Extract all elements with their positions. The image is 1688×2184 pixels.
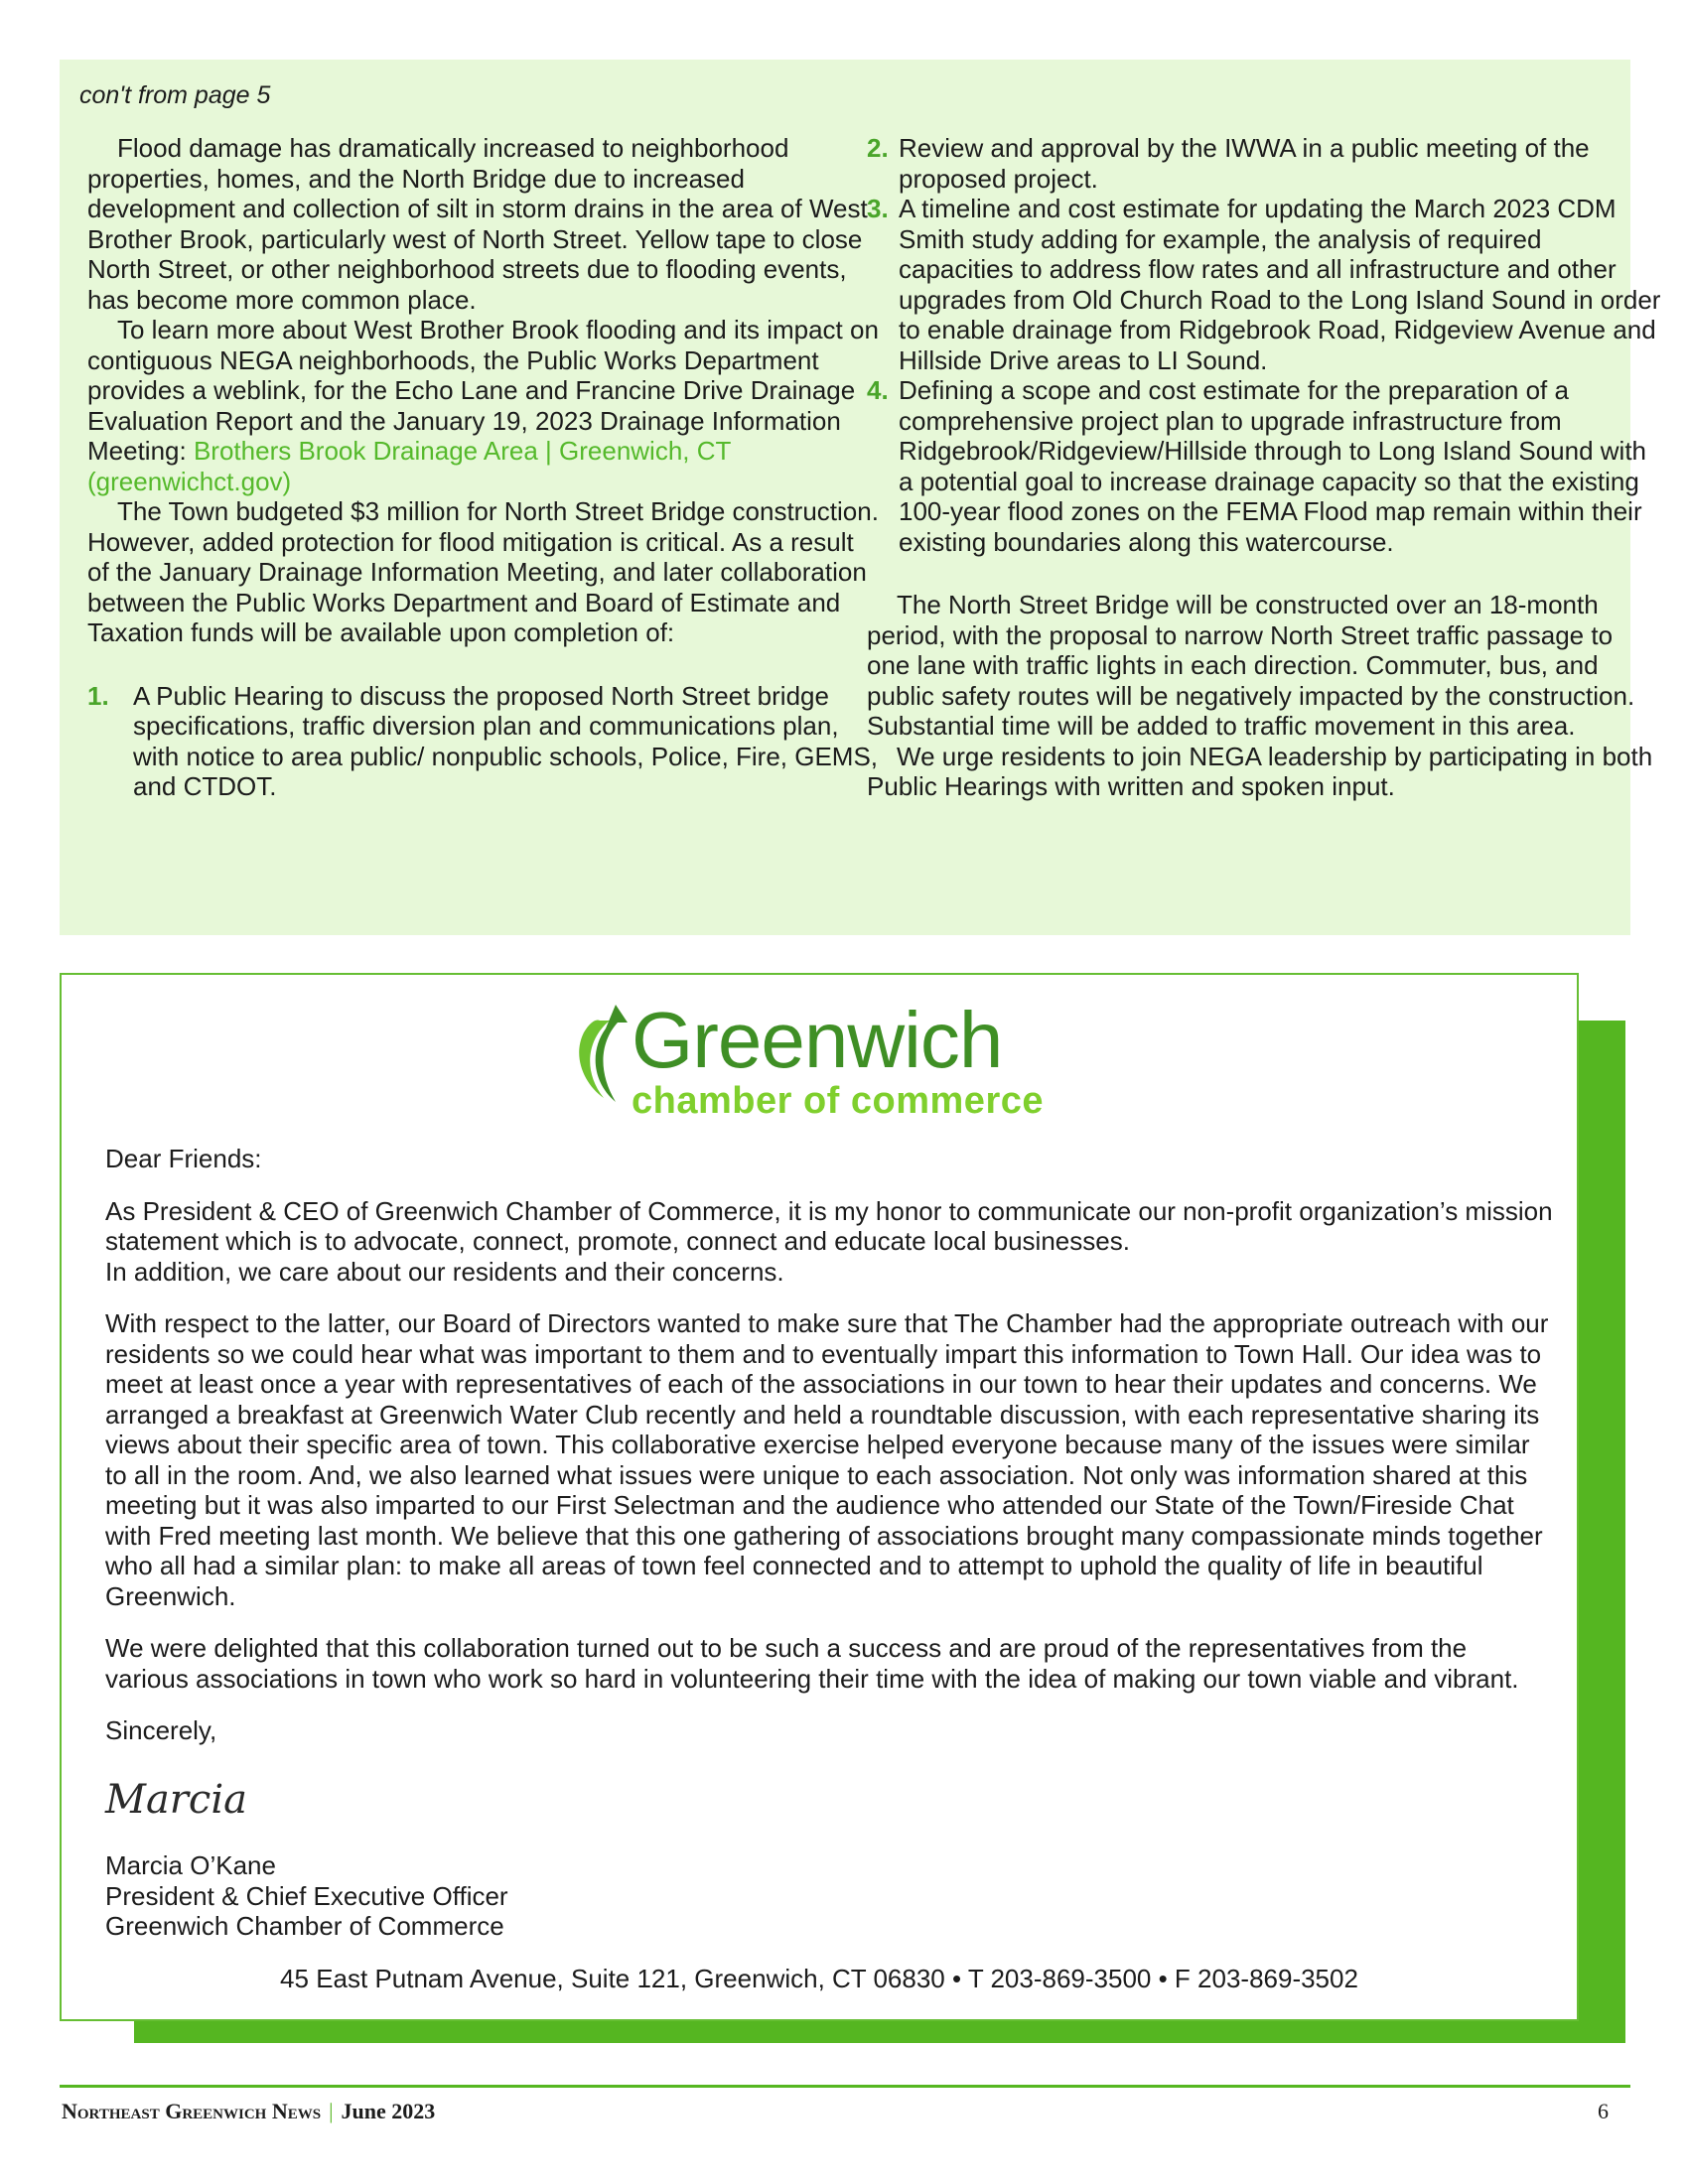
logo-subtitle: chamber of commerce bbox=[632, 1080, 1044, 1122]
list-number: 1. bbox=[87, 680, 109, 711]
action-list bbox=[87, 681, 882, 802]
article-paragraph: Flood damage has dramatically increased to neighborhood properties, homes, and the North Bridge due to increased development and collection of silt in storm drains in the area of West Brother Brook, particularly west of North Street. Yellow tape to close North Street, or other neighborhood streets due to flooding events, has become more common place. bbox=[87, 133, 868, 315]
list-text: Review and approval by the IWWA in a public meeting of the proposed project. bbox=[899, 133, 1590, 194]
signer-org: Greenwich Chamber of Commerce bbox=[105, 1911, 504, 1941]
letter-paragraph: As President & CEO of Greenwich Chamber of Commerce, it is my honor to communicate our non-profit organization’s mission statement which is to advocate, connect, promote, connect and educate local businesses. In addition, we care about our residents and their concerns. bbox=[105, 1195, 1553, 1287]
list-number: 2. bbox=[867, 133, 889, 163]
signoff bbox=[105, 1850, 508, 1942]
article-paragraph: The Town budgeted $3 million for North Street Bridge construction. However, added protection for flood mitigation is critical. As a result of the January Drainage Information Meeting, and later collaboration between the Public Works Department and Board of Estimate and Taxation funds will be available upon completion of: bbox=[87, 496, 879, 647]
list-number: 4. bbox=[867, 375, 889, 405]
footer-rule bbox=[60, 2085, 1630, 2088]
closing: Sincerely, bbox=[105, 1715, 217, 1745]
logo-wordmark: Greenwich bbox=[632, 996, 1003, 1084]
publication-name: Northeast Greenwich News bbox=[62, 2099, 322, 2123]
list-item bbox=[867, 375, 1661, 557]
article-left-column bbox=[87, 133, 882, 802]
footer-separator: | bbox=[329, 2099, 334, 2123]
article-box bbox=[60, 60, 1661, 935]
continued-note: con't from page 5 bbox=[79, 81, 271, 109]
signer-name: Marcia O’Kane bbox=[105, 1850, 276, 1880]
contact-address: 45 East Putnam Avenue, Suite 121, Greenwich, CT 06830 • T 203-869-3500 • F 203-869-3502 bbox=[280, 1964, 1358, 1993]
greeting: Dear Friends: bbox=[105, 1144, 262, 1173]
chamber-letter bbox=[60, 973, 1579, 2021]
letter-paragraph: We were delighted that this collaboration turned out to be such a success and are proud of the representatives from the various associations in town who work so hard in volunteering their time with the idea of making our town viable and vibrant. bbox=[105, 1633, 1519, 1694]
drainage-weblink[interactable]: Brothers Brook Drainage Area | Greenwich, CT (greenwichct.gov) bbox=[87, 436, 731, 496]
signer-title: President & Chief Executive Officer bbox=[105, 1880, 508, 1911]
footer-publication bbox=[62, 2099, 435, 2124]
list-item bbox=[867, 133, 1661, 194]
article-paragraph: We urge residents to join NEGA leadership by participating in both Public Hearings with written and spoken input. bbox=[867, 741, 1653, 801]
page-number: 6 bbox=[1598, 2099, 1609, 2123]
list-item bbox=[87, 681, 882, 802]
article-paragraph: To learn more about West Brother Brook flooding and its impact on contiguous NEGA neighborhoods, the Public Works Department provides a weblink, for the Echo Lane and Francine Drive Drainage Evaluation Report and the January 19, 2023 Drainage Information Meeting: Brothers Brook Drainage Area | Greenwich, CT (greenwichct.gov) bbox=[87, 315, 879, 496]
letter-paragraph: With respect to the latter, our Board of Directors wanted to make sure that The Chamber had the appropriate outreach with our residents so we could hear what was important to them and to eventually impart this information to Town Hall. Our idea was to meet at least once a year with representatives of each of the associations in our town to hear their updates and concerns. We arranged a breakfast at Greenwich Water Club recently and held a roundtable discussion, with each representative sharing its views about their specific area of town. This collaborative exercise helped everyone because many of the issues were similar to all in the room. And, we also learned what issues were unique to each association. Not only was information shared at this meeting but it was also imparted to our First Selectman and the audience who attended our State of the Town/Fireside Chat with Fred meeting last month. We believe that this one gathering of associations brought many compassionate minds together who all had a similar plan: to make all areas of town feel connected and to attempt to uphold the quality of life in beautiful Greenwich. bbox=[105, 1308, 1549, 1611]
letter-body bbox=[105, 1144, 1555, 1768]
leaf-swoosh-icon bbox=[570, 999, 639, 1108]
action-list-continued bbox=[867, 133, 1661, 557]
list-text: A timeline and cost estimate for updating the March 2023 CDM Smith study adding for example, the analysis of required capacities to address flow rates and all infrastructure and other upgrades from Old Church Road to the Long Island Sound in order to enable drainage from Ridgebrook Road, Ridgeview Avenue and Hillside Drive areas to LI Sound. bbox=[899, 194, 1661, 375]
issue-date: June 2023 bbox=[341, 2099, 436, 2123]
list-number: 3. bbox=[867, 194, 889, 223]
article-right-column bbox=[867, 133, 1661, 802]
article-paragraph: The North Street Bridge will be constructed over an 18-month period, with the proposal to narrow North Street traffic passage to one lane with traffic lights in each direction. Commuter, bus, and public safety routes will be negatively impacted by the construction. Substantial time will be added to traffic movement in this area. bbox=[867, 590, 1635, 741]
list-text: A Public Hearing to discuss the proposed North Street bridge specifications, traffic diversion plan and communications plan, with notice to area public/ nonpublic schools, Police, Fire, GEMS, and CTDOT. bbox=[133, 680, 879, 801]
list-text: Defining a scope and cost estimate for the preparation of a comprehensive project plan to upgrade infrastructure from Ridgebrook/Ridgeview/Hillside through to Long Island Sound with a potential goal to increase drainage capacity so that the existing 100-year flood zones on the FEMA Flood map remain within their existing boundaries along this watercourse. bbox=[899, 375, 1647, 557]
signature: Marcia bbox=[105, 1777, 247, 1823]
list-item bbox=[867, 194, 1661, 375]
chamber-logo bbox=[570, 996, 1136, 1122]
